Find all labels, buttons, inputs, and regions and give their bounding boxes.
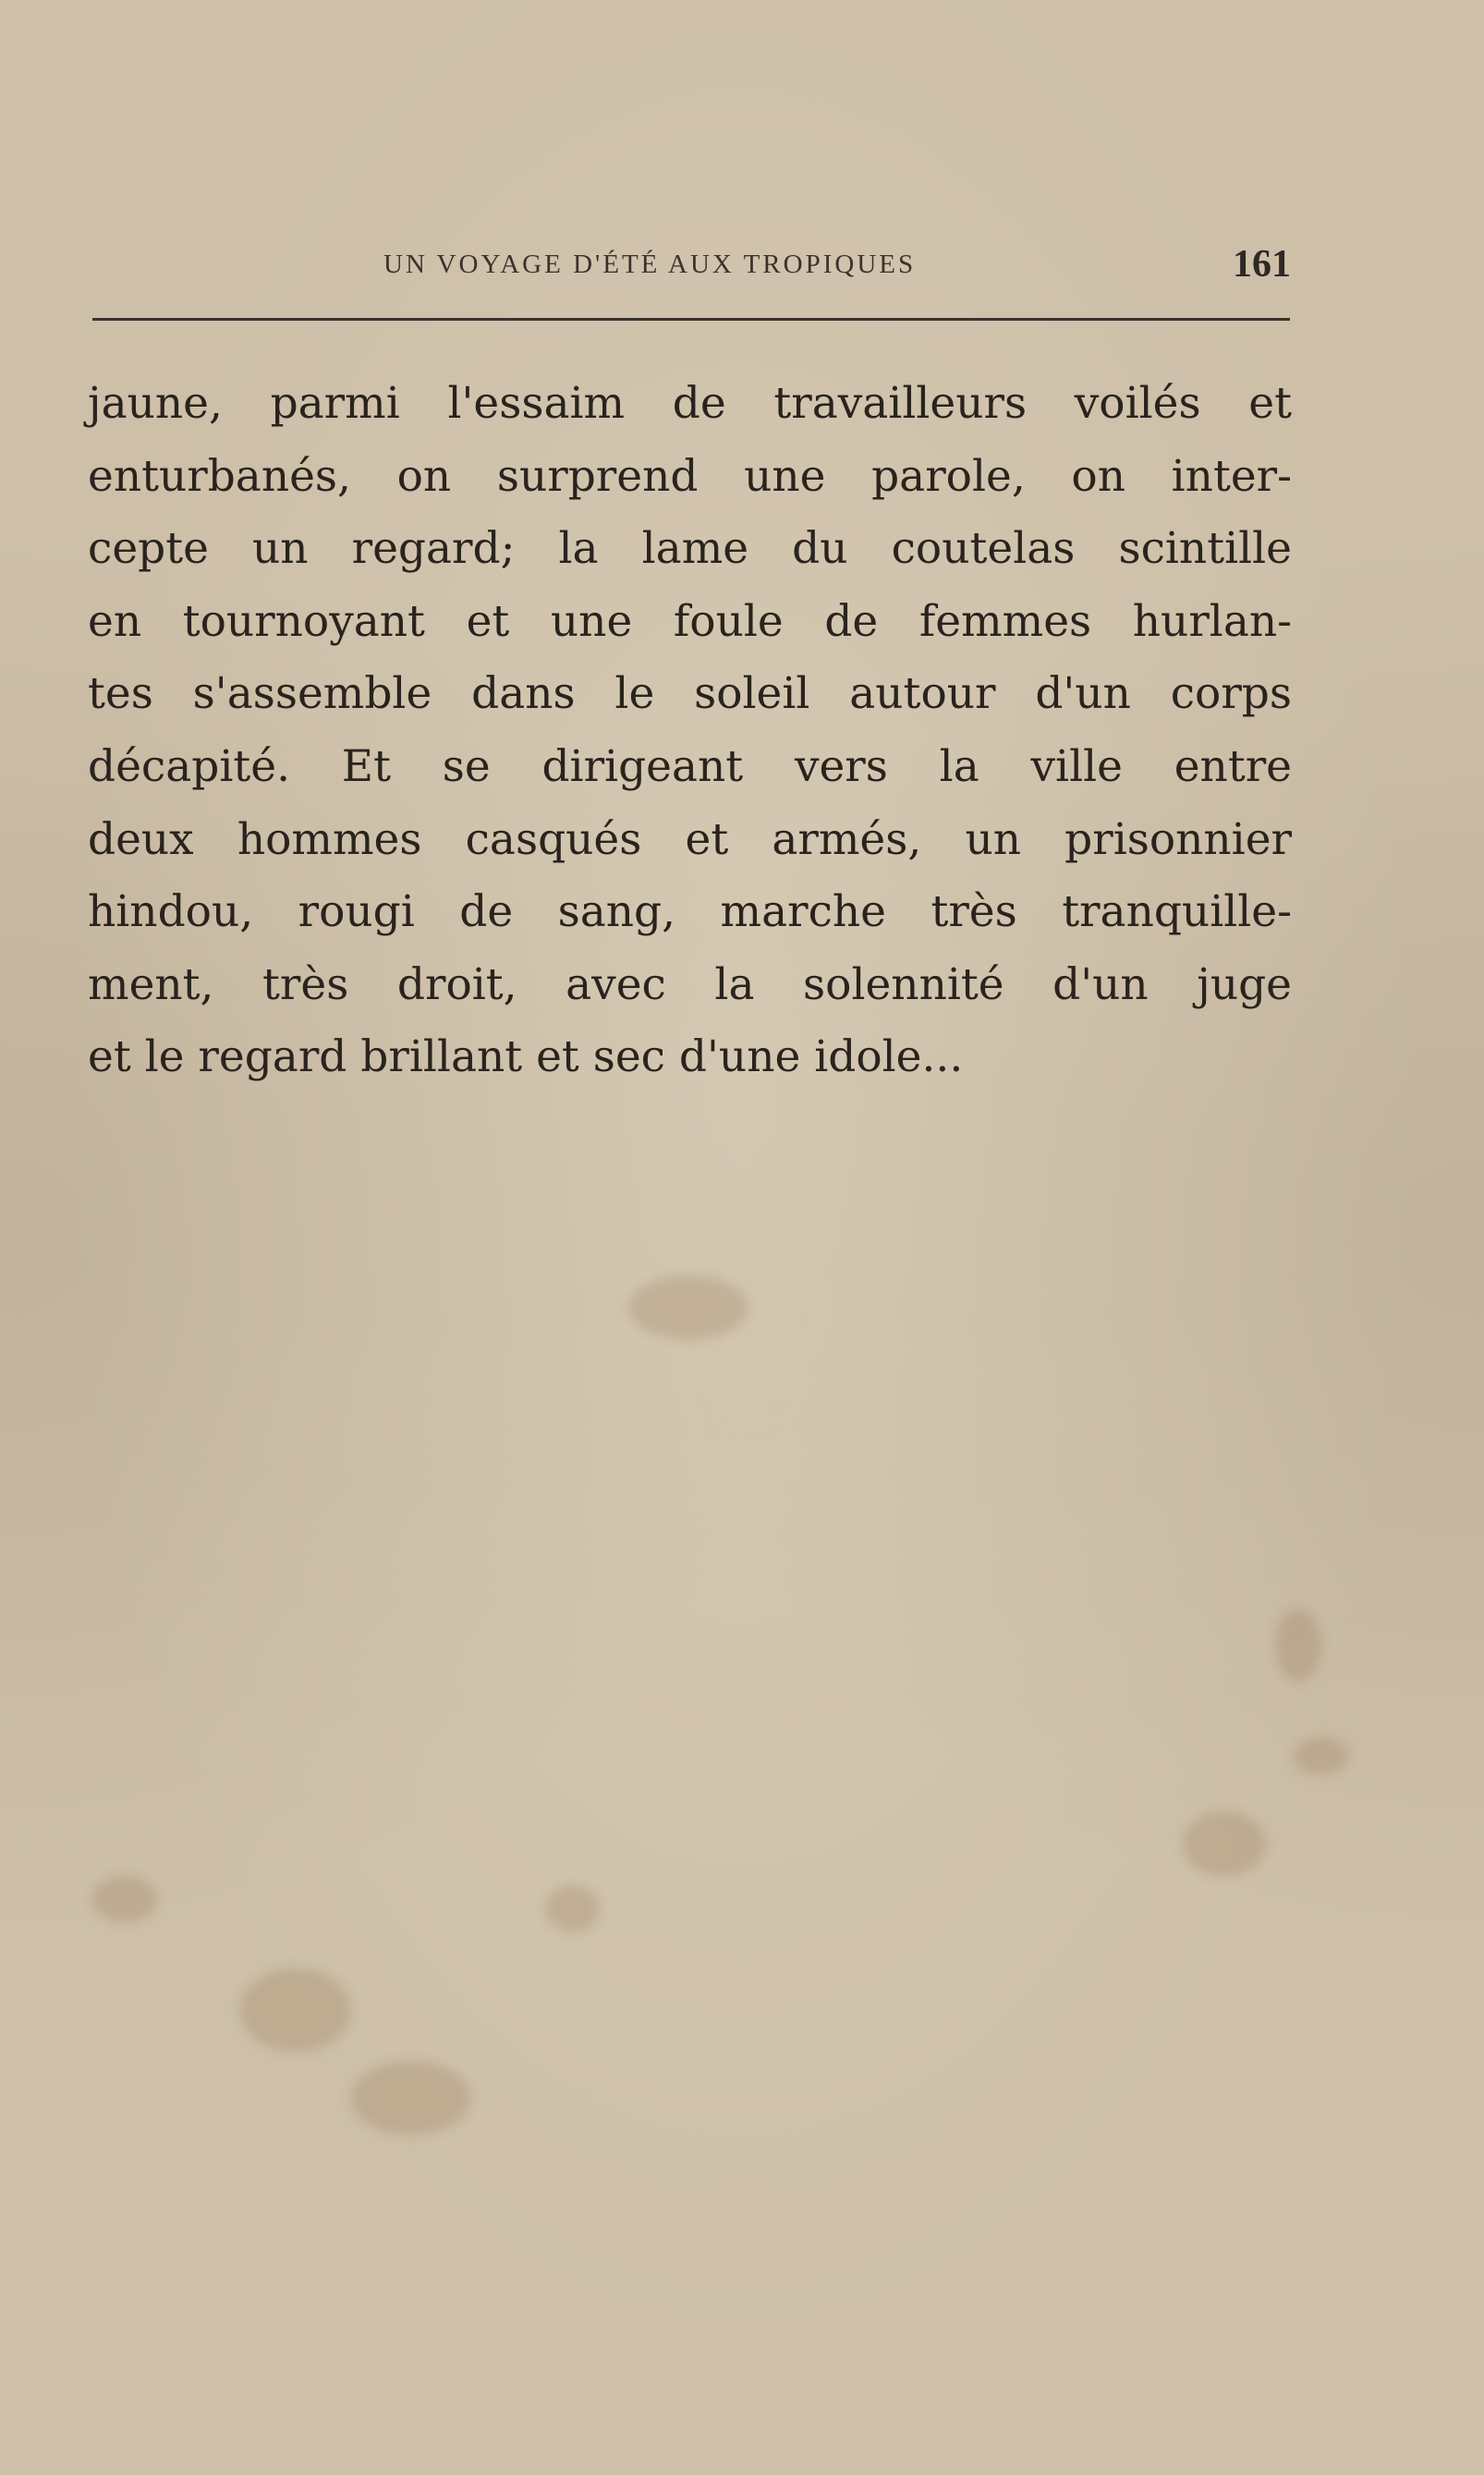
text-line: jaune, parmi l'essaim de travailleurs voilés et	[88, 378, 1292, 429]
paper-stain	[92, 1876, 157, 1922]
paper-stain	[545, 1885, 601, 1932]
text-line-last: et le regard brillant et sec d'une idole...	[88, 1031, 964, 1083]
paper-stain	[1294, 1737, 1349, 1774]
paper-stain	[628, 1275, 748, 1340]
page-number: 161	[1233, 243, 1291, 286]
text-line: décapité. Et se dirigeant vers la ville entre	[88, 740, 1292, 792]
text-line: deux hommes casqués et armés, un prisonnier	[88, 813, 1292, 865]
paper-stain	[1275, 1608, 1321, 1682]
paper-stain	[240, 1969, 351, 2052]
text-line: enturbanés, on surprend une parole, on inter-	[88, 450, 1292, 502]
text-line: hindou, rougi de sang, marche très tranquille-	[88, 886, 1292, 938]
paper-stain	[351, 2061, 471, 2135]
running-header	[90, 242, 1291, 298]
header-rule	[92, 318, 1290, 321]
running-title: UN VOYAGE D'ÉTÉ AUX TROPIQUES	[383, 250, 917, 279]
paper-stain	[1183, 1811, 1266, 1876]
text-line: tes s'assemble dans le soleil autour d'un corps	[88, 668, 1292, 720]
text-line: cepte un regard; la lame du coutelas scintille	[88, 523, 1292, 575]
body-paragraph	[88, 368, 1292, 1094]
text-line: en tournoyant et une foule de femmes hurlan-	[88, 595, 1292, 647]
text-line: ment, très droit, avec la solennité d'un juge	[88, 958, 1292, 1010]
